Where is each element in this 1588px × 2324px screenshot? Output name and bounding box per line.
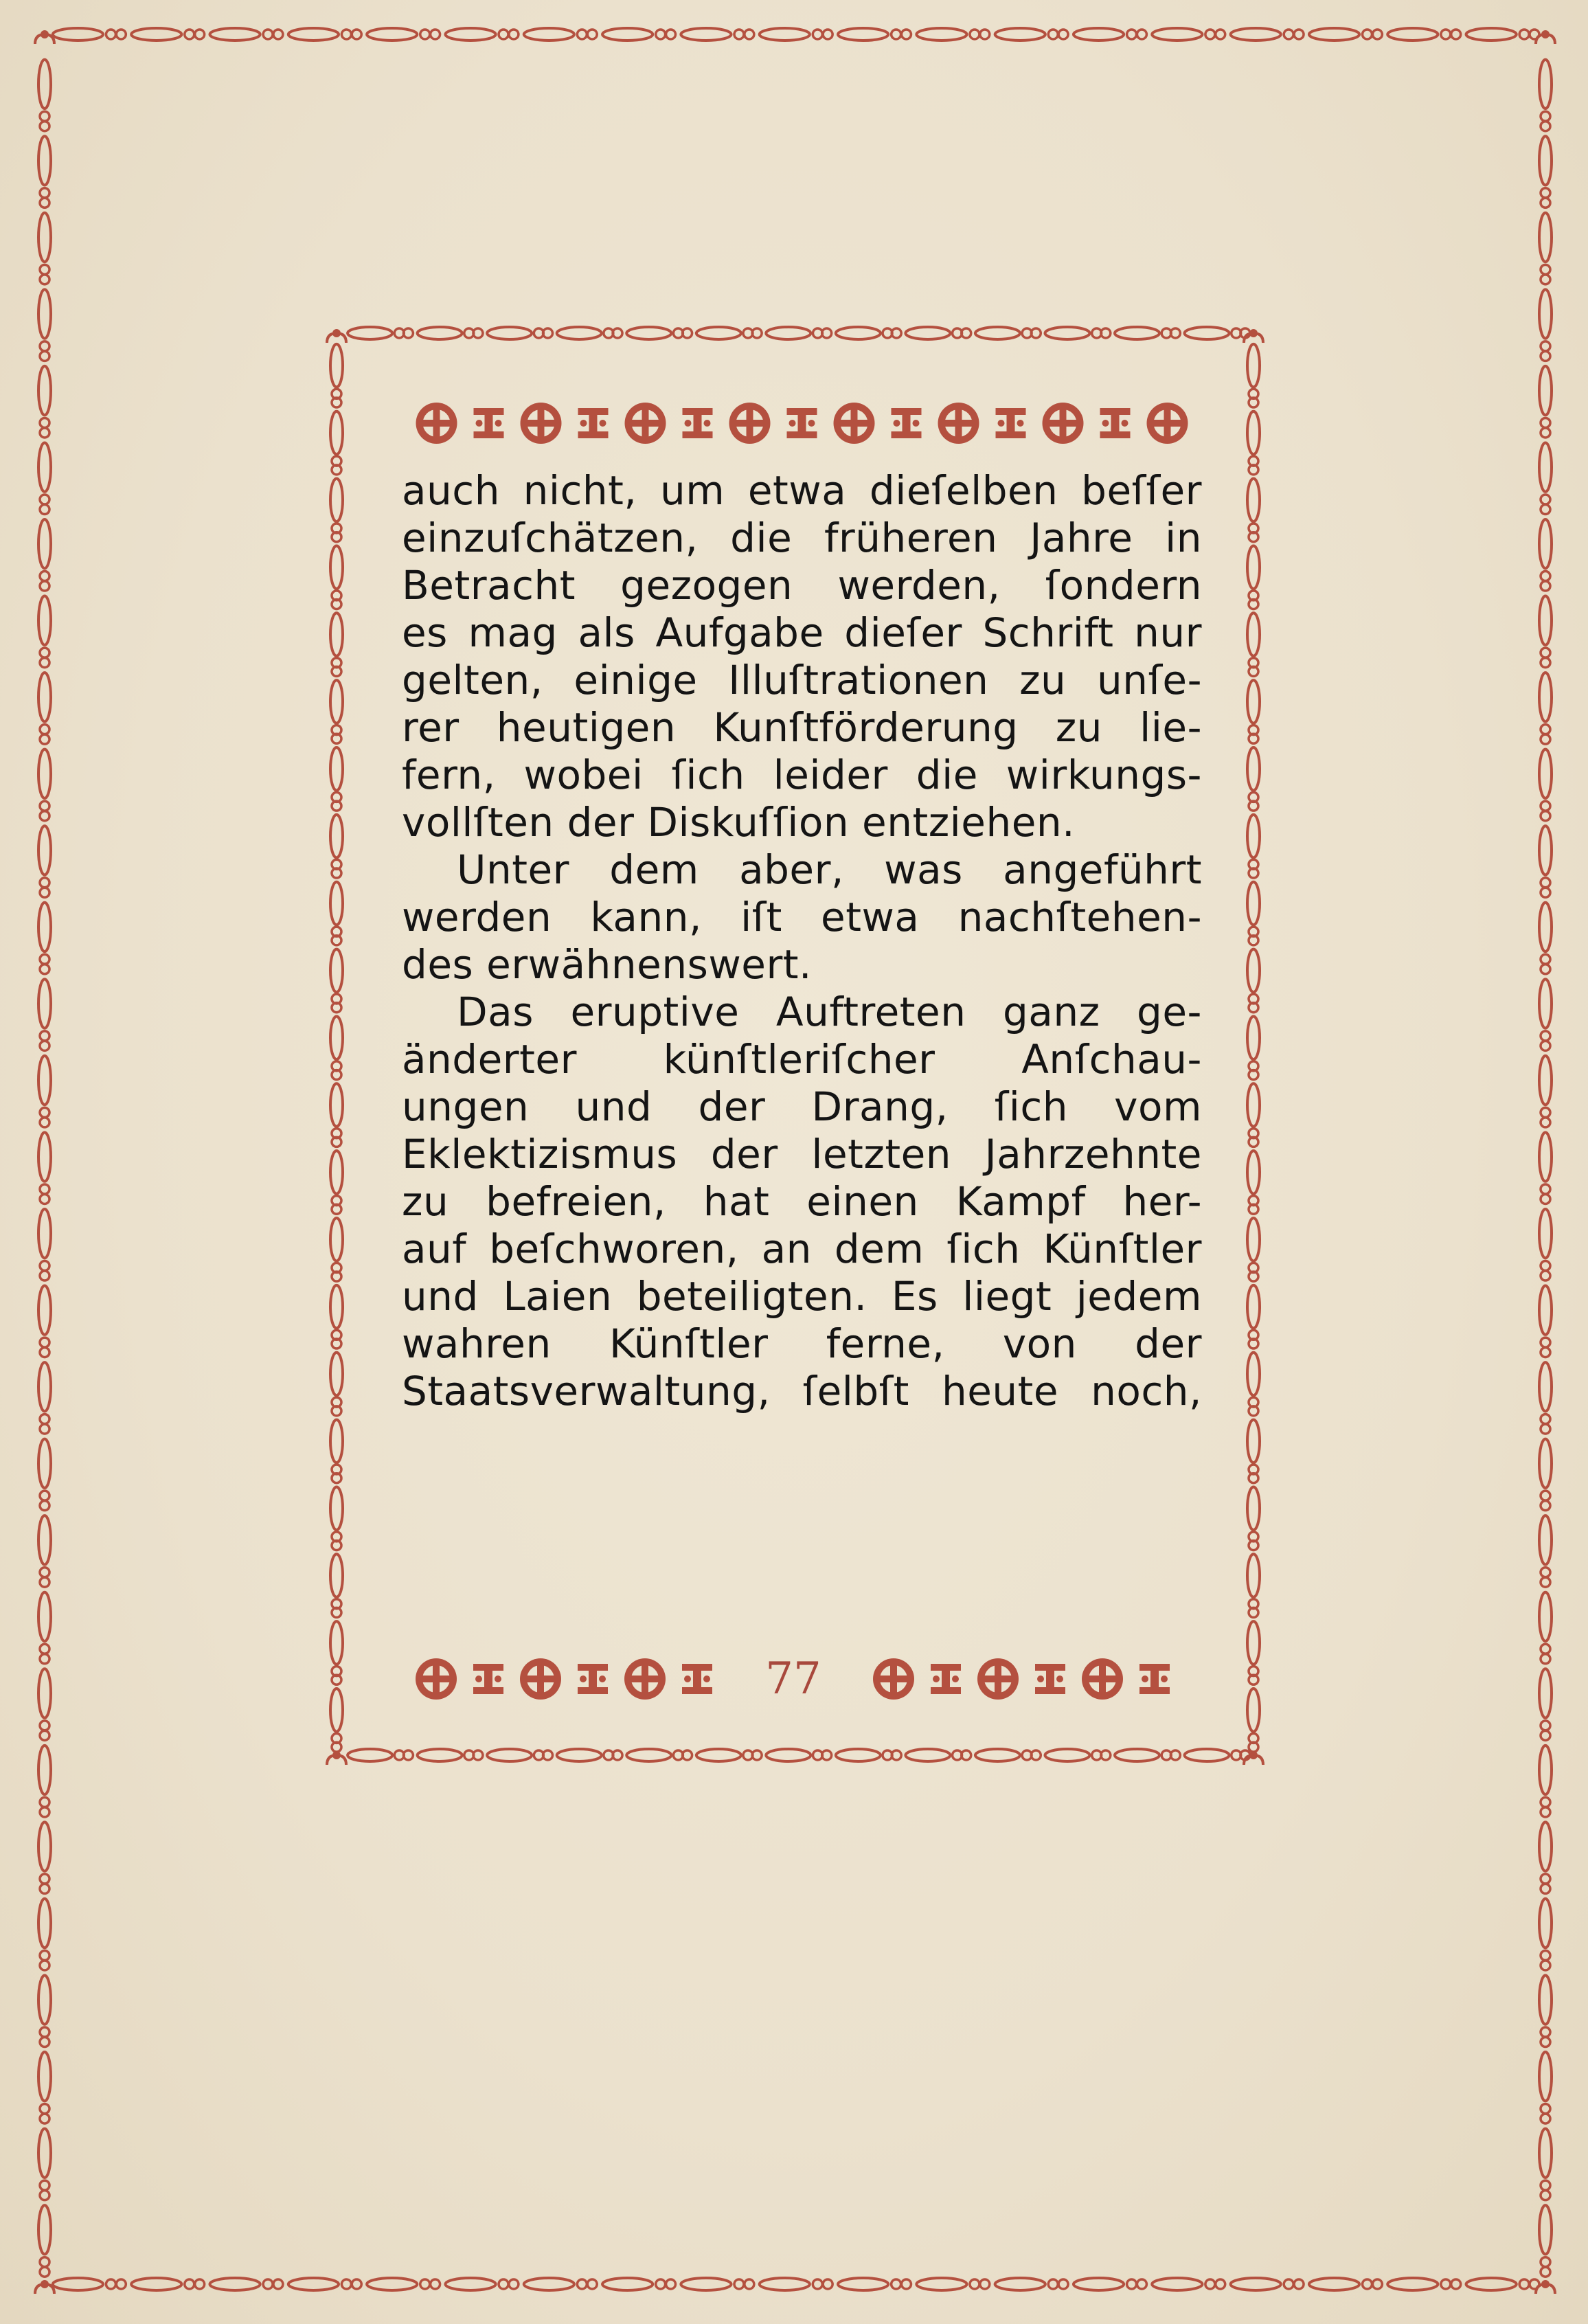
text-line: des erwähnenswert. [402,941,812,988]
text-line: ungen und der Drang, ſich vom [402,1083,1202,1130]
text-line: und Laien beteiligten. Es liegt jedem [402,1273,1202,1320]
text-line: auf beſchworen, an dem ſich Künſtler [402,1226,1202,1272]
bottom-left-ornament-band [402,1646,731,1712]
text-line: vollſten der Diskuſſion entziehen. [402,799,1076,846]
text-line: Staatsverwaltung, ſelbſt heute noch, [402,1368,1202,1414]
text-line: änderter künſtleriſcher Anſchau- [402,1036,1202,1083]
text-line: Unter dem aber, was angeführt [457,846,1202,893]
bottom-right-ornament-band [846,1646,1202,1712]
text-line: wahren Künſtler ferne, von der [402,1320,1202,1367]
text-line: einzuſchätzen, die früheren Jahre in [402,515,1202,561]
text-line: Das eruptive Auftreten ganz ge- [457,989,1202,1035]
text-line: werden kann, iſt etwa nachſtehen- [402,894,1202,940]
text-line: rer heutigen Kunſtförderung zu lie- [402,704,1202,751]
page-number: 77 [765,1654,821,1704]
text-line: Eklektizismus der letzten Jahrzehnte [402,1131,1202,1177]
text-line: zu befreien, hat einen Kampf her- [402,1178,1202,1225]
text-line: auch nicht, um etwa dieſelben beſſer [402,467,1202,514]
top-ornament-band [402,390,1202,456]
text-line: gelten, einige Illuſtrationen zu unſe- [402,657,1202,703]
text-line: es mag als Aufgabe dieſer Schrift nur [402,609,1202,656]
text-line: Betracht gezogen werden, ſondern [402,562,1202,609]
body-text [402,467,1202,1415]
text-line: fern, wobei ſich leider die wirkungs- [402,752,1202,798]
